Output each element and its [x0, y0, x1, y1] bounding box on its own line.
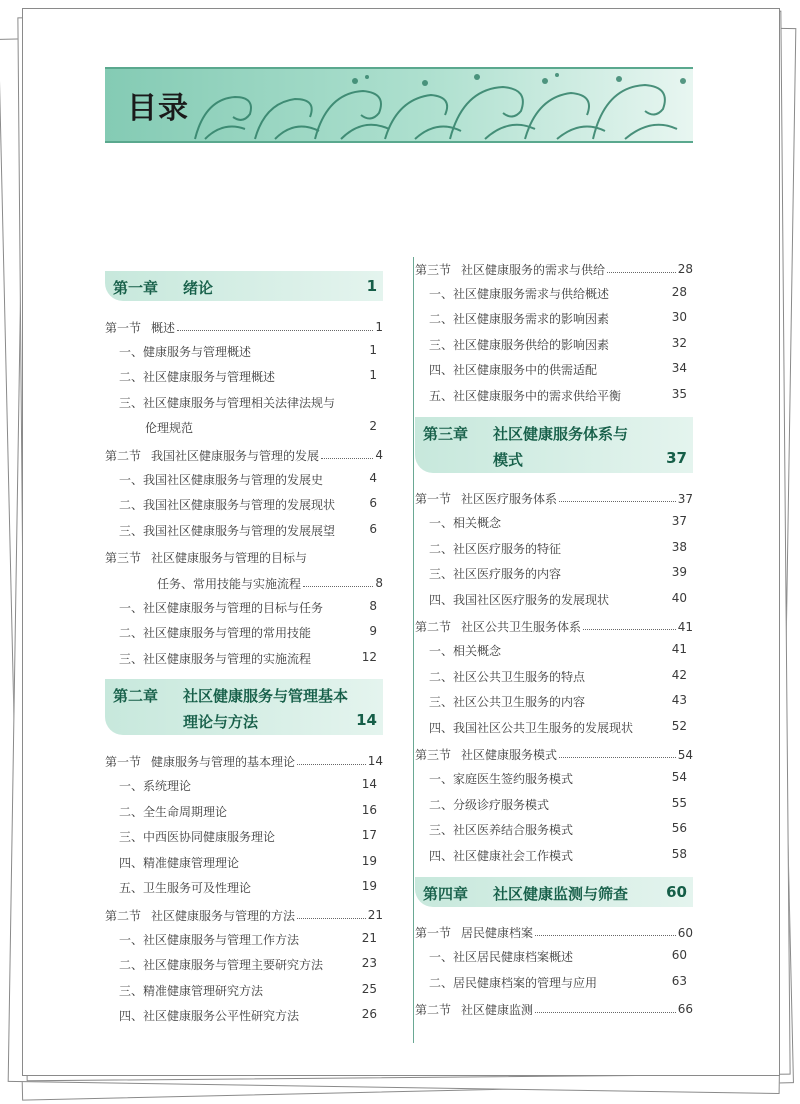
item-title: 一、相关概念 [429, 644, 502, 659]
section-number: 第二节 [105, 908, 142, 923]
chapter-title: 社区健康服务与管理基本 [183, 687, 349, 706]
chapter-page-number: 1 [366, 277, 377, 295]
item-title: 一、社区健康服务需求与供给概述 [429, 286, 610, 301]
toc-item[interactable] [105, 879, 383, 899]
section-entry[interactable] [157, 573, 383, 593]
dot-leader [607, 262, 676, 273]
item-page-number: 38 [671, 539, 687, 554]
section-entry[interactable] [415, 617, 693, 637]
chapter-heading[interactable] [105, 271, 383, 301]
item-page-number: 6 [369, 496, 377, 511]
chapter-title-line2: 理论与方法 [183, 713, 259, 732]
chapter-heading[interactable] [415, 417, 693, 473]
section-title: 社区健康服务与管理的目标与 [151, 550, 308, 565]
item-page-number: 55 [671, 795, 687, 810]
chapter-heading[interactable] [105, 679, 383, 735]
section-entry[interactable] [105, 547, 383, 567]
section-number: 第三节 [415, 748, 452, 763]
section-page-number: 54 [677, 747, 693, 762]
item-title: 伦理规范 [145, 421, 194, 436]
section-entry[interactable] [415, 489, 693, 509]
toc-item[interactable] [415, 693, 693, 713]
chapter-title-line2: 模式 [493, 450, 524, 469]
toc-item[interactable] [105, 1007, 383, 1027]
section-number: 第三节 [105, 550, 142, 565]
section-number: 第一节 [415, 926, 452, 941]
item-title: 一、社区健康服务与管理的目标与任务 [119, 600, 324, 615]
toc-item[interactable] [105, 522, 383, 542]
item-page-number: 41 [671, 642, 687, 657]
chapter-number: 第二章 [113, 687, 159, 706]
toc-item[interactable] [105, 368, 383, 388]
item-page-number: 42 [671, 667, 687, 682]
section-page-number: 1 [375, 320, 383, 334]
item-page-number: 63 [671, 973, 687, 988]
item-title: 五、卫生服务可及性理论 [119, 881, 252, 896]
section-entry[interactable] [415, 745, 693, 765]
column-divider [413, 257, 414, 1043]
toc-item[interactable] [415, 591, 693, 611]
toc-item[interactable] [105, 624, 383, 644]
toc-item[interactable] [105, 982, 383, 1002]
item-page-number: 32 [671, 335, 687, 350]
item-title: 二、居民健康档案的管理与应用 [429, 975, 598, 990]
section-entry[interactable] [105, 905, 383, 925]
section-page-number: 41 [677, 619, 693, 634]
item-title: 一、我国社区健康服务与管理的发展史 [119, 472, 324, 487]
wave-pattern-icon [105, 69, 693, 141]
section-number: 第一节 [105, 754, 142, 769]
item-page-number: 25 [361, 981, 377, 996]
section-entry[interactable] [415, 259, 693, 279]
item-page-number: 23 [361, 956, 377, 971]
toc-item[interactable] [105, 777, 383, 797]
section-title: 我国社区健康服务与管理的发展 [151, 448, 320, 463]
item-title: 三、社区公共卫生服务的内容 [429, 695, 586, 710]
chapter-title: 社区健康监测与筛查 [493, 884, 629, 903]
dot-leader [559, 491, 676, 502]
section-number: 第一节 [105, 320, 142, 335]
toc-item[interactable] [415, 668, 693, 688]
dot-leader [559, 747, 676, 758]
toc-item[interactable] [105, 394, 383, 414]
section-entry[interactable] [415, 923, 693, 943]
item-page-number: 17 [361, 828, 377, 843]
toc-item[interactable] [415, 540, 693, 560]
toc-item[interactable] [105, 650, 383, 670]
section-page-number: 28 [677, 262, 693, 276]
item-title: 四、精准健康管理理论 [119, 855, 240, 870]
toc-item[interactable] [415, 642, 693, 662]
item-page-number: 1 [369, 342, 377, 357]
item-page-number: 16 [361, 802, 377, 817]
section-title: 居民健康档案 [461, 926, 534, 941]
toc-title: 目录 [127, 91, 189, 126]
item-title: 五、社区健康服务中的需求供给平衡 [429, 389, 622, 403]
section-entry[interactable] [105, 317, 383, 337]
item-title: 一、相关概念 [429, 516, 502, 531]
item-page-number: 40 [671, 591, 687, 605]
toc-header-banner [105, 67, 693, 143]
item-page-number: 37 [671, 514, 687, 529]
section-number: 第二节 [415, 1002, 452, 1017]
item-page-number: 6 [369, 521, 377, 536]
section-page-number: 60 [677, 925, 693, 940]
toc-item[interactable] [105, 854, 383, 874]
item-page-number: 35 [671, 387, 687, 401]
toc-item[interactable] [415, 770, 693, 790]
section-number: 第一节 [415, 492, 452, 507]
dot-leader [303, 576, 373, 587]
toc-item[interactable] [415, 719, 693, 739]
item-title: 一、健康服务与管理概述 [119, 344, 252, 359]
item-page-number: 9 [369, 624, 377, 639]
section-title: 社区健康服务与管理的方法 [151, 908, 296, 923]
toc-item[interactable] [415, 285, 693, 305]
toc-item[interactable] [105, 599, 383, 619]
section-title: 任务、常用技能与实施流程 [157, 576, 302, 591]
item-page-number: 60 [671, 948, 687, 963]
toc-item[interactable] [415, 361, 693, 381]
toc-item[interactable] [105, 496, 383, 516]
item-page-number: 52 [671, 719, 687, 733]
section-title: 社区健康监测 [461, 1002, 534, 1017]
item-title: 四、社区健康服务公平性研究方法 [119, 1009, 300, 1024]
item-page-number: 19 [361, 853, 377, 868]
chapter-number: 第一章 [113, 279, 159, 297]
item-title: 二、社区公共卫生服务的特点 [429, 669, 586, 684]
item-page-number: 34 [671, 361, 687, 376]
toc-item[interactable] [415, 514, 693, 534]
section-entry[interactable] [415, 999, 693, 1019]
toc-item[interactable] [415, 847, 693, 867]
item-page-number: 19 [361, 879, 377, 894]
item-page-number: 43 [671, 693, 687, 708]
section-title: 健康服务与管理的基本理论 [151, 754, 296, 769]
item-title: 二、社区健康服务需求的影响因素 [429, 312, 610, 327]
section-page-number: 66 [677, 1002, 693, 1017]
item-title: 二、全生命周期理论 [119, 804, 228, 819]
item-title: 三、社区医疗服务的内容 [429, 567, 562, 582]
chapter-number: 第四章 [423, 884, 469, 903]
item-page-number: 58 [671, 847, 687, 861]
toc-item[interactable] [415, 974, 693, 994]
section-title: 社区健康服务模式 [461, 748, 558, 763]
toc-page [22, 8, 780, 1076]
item-title: 一、社区健康服务与管理工作方法 [119, 932, 300, 947]
section-entry[interactable] [105, 445, 383, 465]
section-number: 第二节 [105, 448, 142, 463]
dot-leader [535, 925, 676, 936]
section-title: 社区医疗服务体系 [461, 492, 558, 507]
item-page-number: 26 [361, 1007, 377, 1022]
toc-item[interactable] [105, 803, 383, 823]
item-page-number: 54 [671, 770, 687, 785]
item-page-number: 12 [361, 649, 377, 664]
dot-leader [321, 448, 373, 459]
dot-leader [297, 908, 366, 919]
item-title: 四、社区健康社会工作模式 [429, 849, 574, 863]
item-title: 二、社区健康服务与管理主要研究方法 [119, 958, 324, 973]
item-title: 一、社区居民健康档案概述 [429, 950, 574, 965]
toc-item[interactable] [105, 343, 383, 363]
chapter-heading[interactable] [415, 877, 693, 907]
dot-leader [535, 1002, 676, 1013]
dot-leader [583, 619, 676, 630]
toc-item[interactable] [105, 931, 383, 951]
item-title: 三、我国社区健康服务与管理的发展展望 [119, 523, 336, 538]
section-title: 概述 [151, 320, 176, 335]
dot-leader [297, 754, 366, 765]
item-page-number: 28 [671, 284, 687, 299]
item-page-number: 2 [369, 419, 377, 434]
item-page-number: 56 [671, 821, 687, 836]
item-title: 三、精准健康管理研究方法 [119, 983, 264, 998]
chapter-number: 第三章 [423, 424, 469, 443]
toc-item[interactable] [415, 948, 693, 968]
item-title: 四、社区健康服务中的供需适配 [429, 363, 598, 378]
item-title: 三、社区健康服务供给的影响因素 [429, 337, 610, 352]
section-title: 社区健康服务的需求与供给 [461, 262, 606, 277]
item-title: 三、社区健康服务与管理的实施流程 [119, 651, 312, 666]
toc-item[interactable] [415, 387, 693, 407]
item-title: 三、社区医养结合服务模式 [429, 823, 574, 838]
item-title: 二、社区健康服务与管理的常用技能 [119, 626, 312, 641]
item-page-number: 4 [369, 470, 377, 485]
section-page-number: 8 [375, 576, 383, 590]
toc-item[interactable] [415, 821, 693, 841]
toc-item[interactable] [105, 956, 383, 976]
item-page-number: 30 [671, 310, 687, 325]
chapter-title: 绪论 [183, 279, 214, 297]
item-title: 二、社区医疗服务的特征 [429, 541, 562, 556]
item-title: 四、我国社区公共卫生服务的发展现状 [429, 721, 634, 735]
section-page-number: 21 [367, 908, 383, 922]
toc-item[interactable] [105, 471, 383, 491]
item-title: 三、中西医协同健康服务理论 [119, 830, 276, 845]
section-number: 第二节 [415, 620, 452, 635]
toc-item[interactable] [415, 310, 693, 330]
dot-leader [177, 320, 373, 331]
item-title: 二、我国社区健康服务与管理的发展现状 [119, 498, 336, 513]
section-page-number: 4 [375, 448, 383, 462]
item-title: 二、分级诊疗服务模式 [429, 797, 550, 812]
item-title: 一、家庭医生签约服务模式 [429, 772, 574, 787]
section-entry[interactable] [105, 751, 383, 771]
toc-item[interactable] [415, 796, 693, 816]
chapter-page-number: 60 [666, 882, 687, 901]
section-page-number: 14 [367, 754, 383, 769]
toc-item[interactable] [105, 419, 383, 439]
toc-item[interactable] [415, 336, 693, 356]
toc-item[interactable] [415, 565, 693, 585]
item-page-number: 14 [361, 777, 377, 791]
chapter-page-number: 37 [666, 448, 687, 467]
section-page-number: 37 [677, 491, 693, 506]
chapter-page-number: 14 [356, 711, 377, 730]
item-page-number: 21 [361, 930, 377, 945]
item-title: 一、系统理论 [119, 779, 192, 793]
section-number: 第三节 [415, 262, 452, 277]
item-title: 二、社区健康服务与管理概述 [119, 370, 276, 385]
section-title: 社区公共卫生服务体系 [461, 620, 582, 635]
item-page-number: 8 [369, 598, 377, 613]
item-title: 四、我国社区医疗服务的发展现状 [429, 593, 610, 607]
item-page-number: 1 [369, 368, 377, 383]
toc-item[interactable] [105, 828, 383, 848]
chapter-title: 社区健康服务体系与 [493, 424, 629, 443]
item-title: 三、社区健康服务与管理相关法律法规与 [119, 395, 336, 410]
item-page-number: 39 [671, 565, 687, 580]
